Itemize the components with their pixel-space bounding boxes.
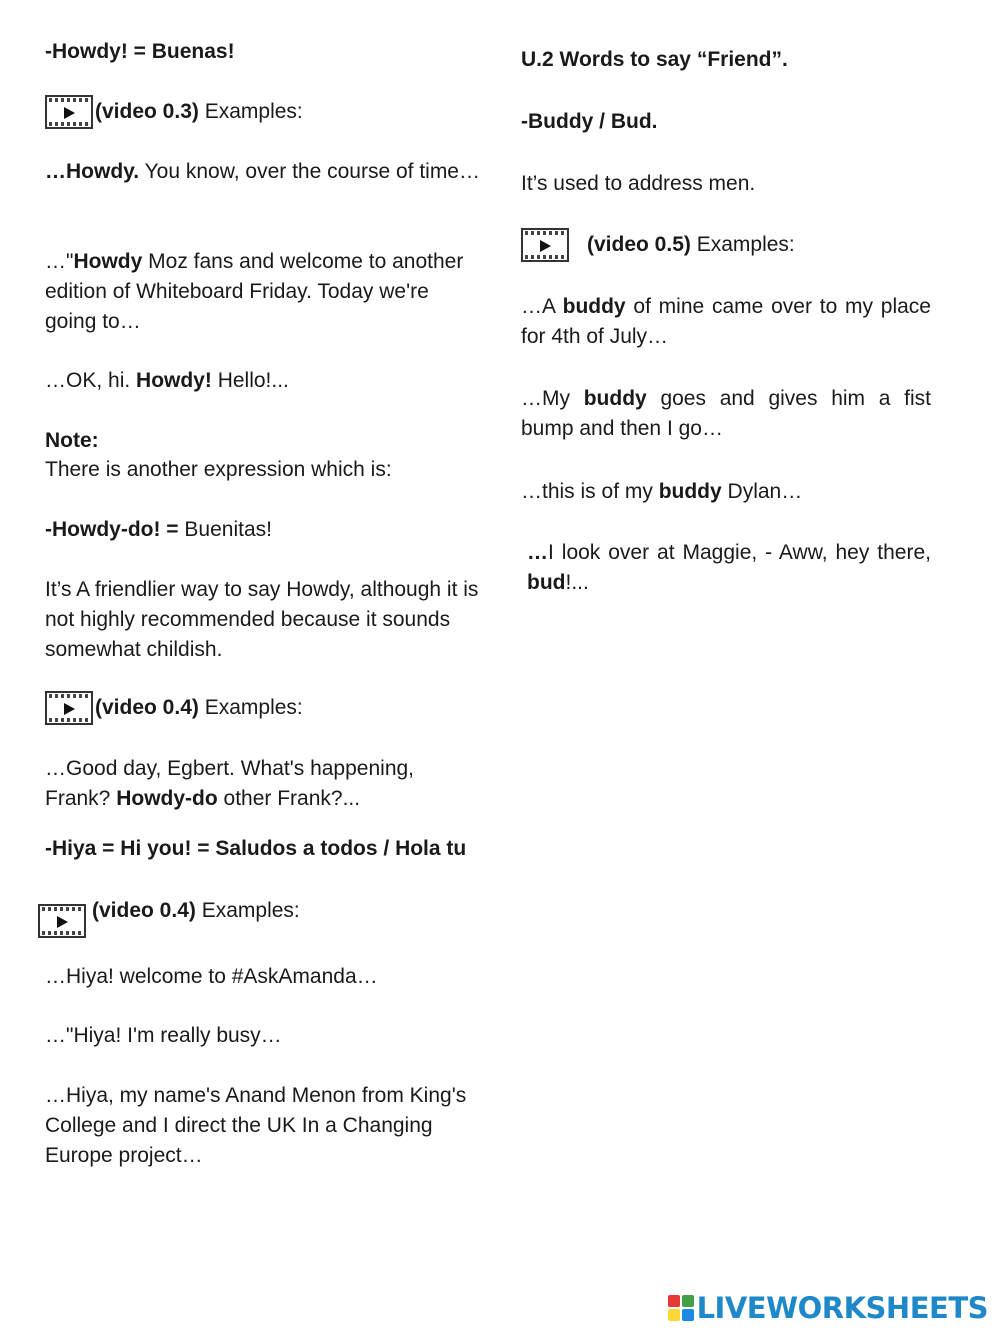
film-play-icon[interactable] bbox=[45, 691, 93, 725]
video-label: (video 0.4) bbox=[92, 899, 196, 922]
note-label: Note: bbox=[45, 429, 99, 452]
buddy-heading: -Buddy / Bud. bbox=[521, 110, 658, 133]
friendlier-text: It’s A friendlier way to say Howdy, although it is not highly recommended because it sounds somewhat childish. bbox=[45, 578, 479, 661]
examples-label: Examples: bbox=[195, 899, 300, 922]
example-howdy-2: …"Howdy Moz fans and welcome to another edition of Whiteboard Friday. Today we're going to… bbox=[45, 250, 464, 333]
video-label: (video 0.5) bbox=[587, 233, 691, 256]
liveworksheets-logo[interactable] bbox=[668, 1291, 988, 1325]
logo-square-red bbox=[668, 1295, 680, 1307]
example-buddy-3: …this is of my buddy Dylan… bbox=[521, 480, 803, 503]
video-row-2 bbox=[45, 688, 485, 728]
logo-mark-icon bbox=[668, 1295, 694, 1321]
film-play-icon[interactable] bbox=[45, 95, 93, 129]
examples-label: Examples: bbox=[198, 696, 303, 719]
logo-square-yellow bbox=[668, 1309, 680, 1321]
video-row-1 bbox=[45, 92, 485, 132]
video-label: (video 0.4) bbox=[95, 696, 199, 719]
video-row-3 bbox=[38, 895, 485, 935]
examples-label: Examples: bbox=[198, 100, 303, 123]
film-play-icon[interactable] bbox=[38, 904, 86, 938]
example-buddy-1: …A buddy of mine came over to my place for 4th of July… bbox=[521, 295, 931, 348]
howdy-do-heading: -Howdy-do! = Buenitas! bbox=[45, 518, 272, 541]
video-row-4 bbox=[521, 225, 931, 265]
example-howdy-1: …Howdy. You know, over the course of time… bbox=[45, 160, 480, 183]
example-hiya-1: …Hiya! welcome to #AskAmanda… bbox=[45, 965, 378, 988]
logo-text: LIVEWORKSHEETS bbox=[696, 1291, 988, 1325]
howdy-heading: -Howdy! = Buenas! bbox=[45, 40, 235, 63]
video-label: (video 0.3) bbox=[95, 100, 199, 123]
logo-square-green bbox=[682, 1295, 694, 1307]
example-hiya-3: …Hiya, my name's Anand Menon from King's College and I direct the UK In a Changing Europe project… bbox=[45, 1084, 467, 1167]
buddy-description: It’s used to address men. bbox=[521, 172, 756, 195]
example-howdy-3: …OK, hi. Howdy! Hello!... bbox=[45, 369, 289, 392]
example-buddy-2: …My buddy goes and gives him a fist bump and then I go… bbox=[521, 387, 931, 440]
section-title: U.2 Words to say “Friend”. bbox=[521, 48, 788, 71]
film-play-icon[interactable] bbox=[521, 228, 569, 262]
note-text: There is another expression which is: bbox=[45, 458, 392, 481]
example-hiya-2: …"Hiya! I'm really busy… bbox=[45, 1024, 282, 1047]
examples-label: Examples: bbox=[690, 233, 795, 256]
hiya-heading: -Hiya = Hi you! = Saludos a todos / Hola tu bbox=[45, 837, 467, 860]
logo-square-blue bbox=[682, 1309, 694, 1321]
example-bud: …I look over at Maggie, - Aww, hey there, bud!... bbox=[527, 541, 931, 594]
example-howdy-do: …Good day, Egbert. What's happening, Frank? Howdy-do other Frank?... bbox=[45, 757, 415, 810]
